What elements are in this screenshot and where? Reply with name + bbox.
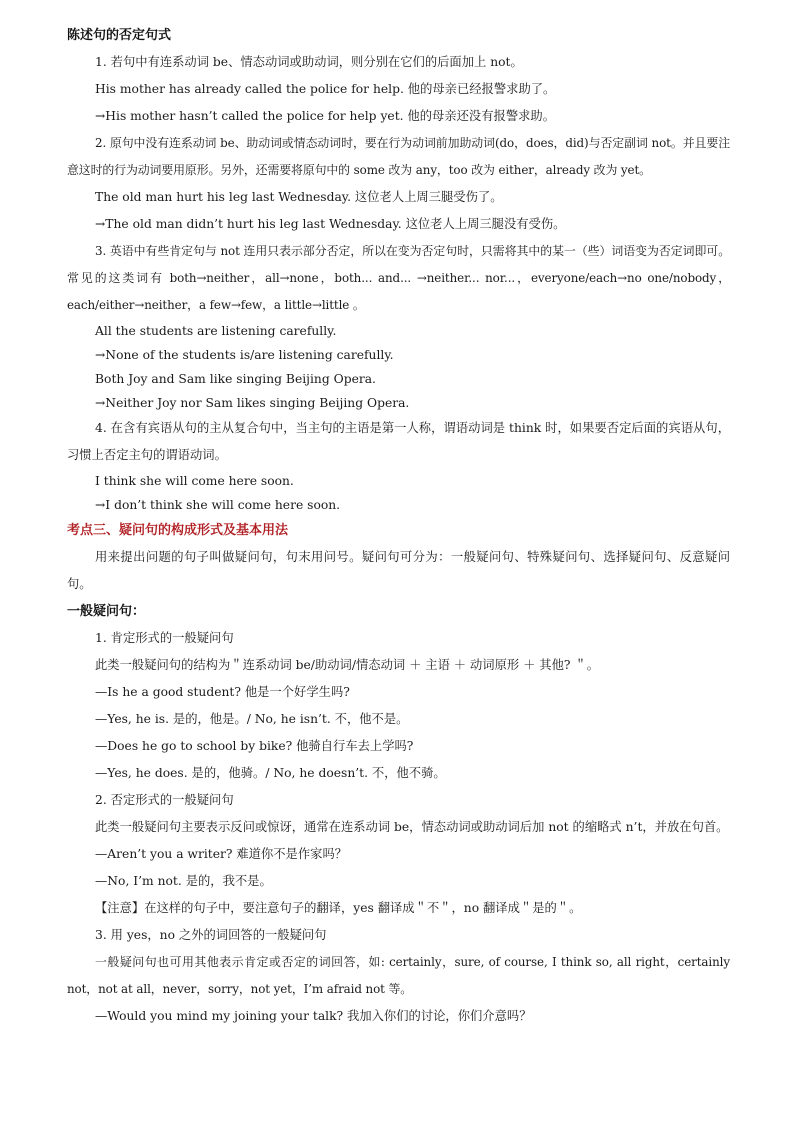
rule-3: 3. 英语中有些肯定句与 not 连用只表示部分否定，所以在变为否定句时，只需将其中的某一（些）词语变为否定词即可。常见的这类词有 both→neither，all→none，both... and... →neither... nor...，everyone/each→no one/nobody，each/either→neither，a few→few，a little→little 。 xyxy=(67,244,730,312)
point-2-title: 2. 否定形式的一般疑问句 xyxy=(95,793,234,807)
rule-1: 1. 若句中有连系动词 be、情态动词或助动词，则分别在它们的后面加上 not。 xyxy=(95,55,523,69)
point-1-example-3: —Does he go to school by bike? 他骑自行车去上学吗? xyxy=(95,739,414,753)
point-2-example-1: —Aren’t you a writer? 难道你不是作家吗？ xyxy=(95,847,348,861)
rule-3-example-1: All the students are listening carefully. xyxy=(95,324,337,338)
point-1-example-1: —Is he a good student? 他是一个好学生吗? xyxy=(95,685,350,699)
rule-3-example-4: →Neither Joy nor Sam likes singing Beijing Opera. xyxy=(95,396,410,410)
section-heading-questions: 考点三、疑问句的构成形式及基本用法 xyxy=(67,523,289,538)
rule-4: 4. 在含有宾语从句的主从复合句中，当主句的主语是第一人称，谓语动词是 think 时，如果要否定后面的宾语从句，习惯上否定主句的谓语动词。 xyxy=(67,421,730,462)
rule-2-example-1: The old man hurt his leg last Wednesday. 这位老人上周三腿受伤了。 xyxy=(95,190,503,204)
point-1-example-4: —Yes, he does. 是的，他骑。/ No, he doesn’t. 不，他不骑。 xyxy=(95,766,446,780)
point-3-title: 3. 用 yes，no 之外的词回答的一般疑问句 xyxy=(95,928,327,942)
rule-2: 2. 原句中没有连系动词 be、助动词或情态动词时，要在行为动词前加助动词(do，does，did)与否定副词 not。并且要注意这时的行为动词要用原形。另外，还需要将原句中的 some 改为 any，too 改为 either，already 改为 yet。 xyxy=(67,136,730,177)
point-1-example-2: —Yes, he is. 是的，他是。/ No, he isn’t. 不，他不是。 xyxy=(95,712,409,726)
rule-1-example-2: →His mother hasn’t called the police for help yet. 他的母亲还没有报警求助。 xyxy=(95,109,556,123)
rule-3-example-3: Both Joy and Sam like singing Beijing Opera. xyxy=(95,372,376,386)
note-line xyxy=(67,895,730,922)
section-heading-negative: 陈述句的否定句式 xyxy=(67,28,172,43)
questions-intro: 用来提出问题的句子叫做疑问句，句末用问号。疑问句可分为：一般疑问句、特殊疑问句、选择疑问句、反意疑问句。 xyxy=(67,550,730,591)
point-2-example-2: —No, I’m not. 是的，我不是。 xyxy=(95,874,272,888)
point-3-desc: 一般疑问句也可用其他表示肯定或否定的词回答，如: certainly，sure, of course, I think so, all right，certainly not，not at all，never，sorry，not yet，I’m afraid not 等。 xyxy=(67,955,730,996)
rule-4-example-2: →I don’t think she will come here soon. xyxy=(95,498,341,512)
general-question-heading: 一般疑问句： xyxy=(67,604,146,619)
rule-4-example-1: I think she will come here soon. xyxy=(95,474,294,488)
rule-3-example-2: →None of the students is/are listening carefully. xyxy=(95,348,394,362)
point-2-desc: 此类一般疑问句主要表示反问或惊讶，通常在连系动词 be，情态动词或助动词后加 not 的缩略式 n’t，并放在句首。 xyxy=(95,820,729,834)
note-text: 在这样的句子中，要注意句子的翻译，yes 翻译成＂不＂，no 翻译成＂是的＂。 xyxy=(144,901,582,915)
rule-1-example-1: His mother has already called the police for help. 他的母亲已经报警求助了。 xyxy=(95,82,556,96)
point-1-desc: 此类一般疑问句的结构为＂连系动词 be/助动词/情态动词 ＋ 主语 ＋ 动词原形 ＋ 其他? ＂。 xyxy=(95,658,599,672)
point-3-example-1: —Would you mind my joining your talk? 我加入你们的讨论，你们介意吗？ xyxy=(95,1009,532,1023)
rule-2-example-2: →The old man didn’t hurt his leg last Wednesday. 这位老人上周三腿没有受伤。 xyxy=(95,217,566,231)
point-1-title: 1. 肯定形式的一般疑问句 xyxy=(95,631,234,645)
note-mark: 【注意】 xyxy=(95,901,145,915)
